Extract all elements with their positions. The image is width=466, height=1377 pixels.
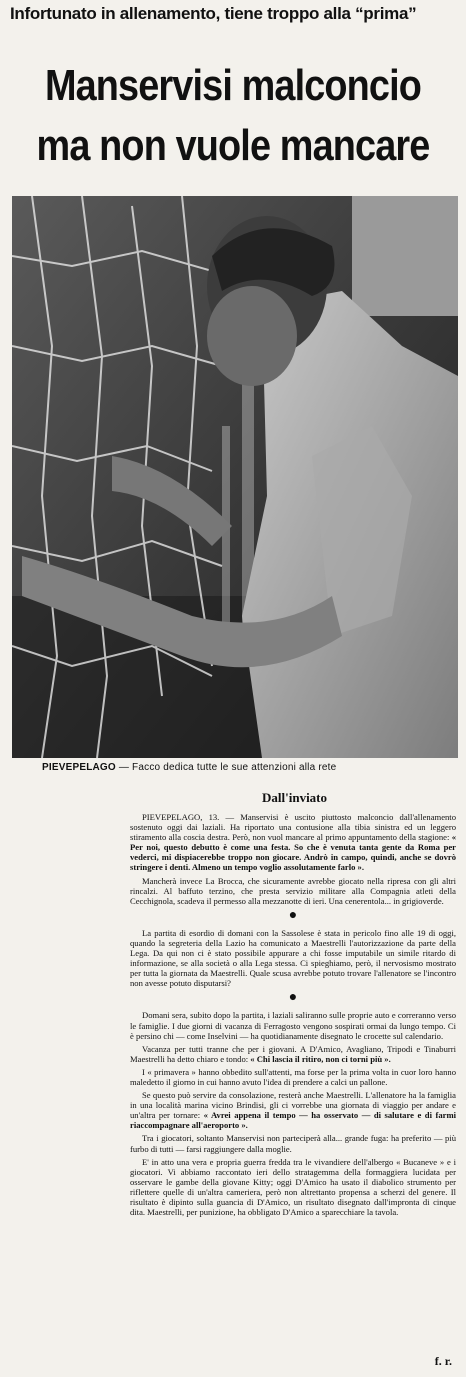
news-photo	[12, 196, 458, 758]
caption-text: — Facco dedica tutte le sue attenzioni alla rete	[115, 762, 337, 773]
photo-illustration	[12, 196, 458, 758]
section-separator: ●	[288, 990, 298, 1006]
article-paragraph: Tra i giocatori, soltanto Manservisi non parteciperà alla... grande fuga: ha preferito — più furbo di tutti — farsi raggiungere dalla moglie.	[130, 1133, 456, 1154]
article-text: Se questo può servire da consolazione, resterà anche Maestrelli. L'allenatore ha la famiglia in una località marina vicino Brindisi, gli ci vorrebbe una giornata di viaggio per andare e un'altra per tornare:	[130, 1090, 456, 1121]
article-body	[130, 812, 456, 1220]
article-paragraph: Domani sera, subito dopo la partita, i laziali saliranno sulle proprie auto e correranno verso le famiglie. I due giorni di vacanza di Ferragosto vengono sospirati ormai da lungo tempo. Ci è persino chi — come Inselvini — ha quotidianamente disegnato le crocette sul calendario.	[130, 1010, 456, 1041]
headline-line-1: Manservisi malconcio	[44, 61, 422, 110]
caption-place: PIEVEPELAGO	[42, 762, 116, 773]
headline-line-2: ma non vuole mancare	[36, 121, 430, 170]
article-quote: « Chi lascia il ritiro, non ci torni più ».	[250, 1053, 391, 1064]
article-paragraph	[130, 1090, 456, 1130]
byline: Dall'inviato	[262, 790, 328, 805]
article-paragraph	[130, 1044, 456, 1064]
article-text: Vacanza per tutti tranne che per i giovani. A D'Amico, Avagliano, Tripodi e Tinaburri Maestrelli ha detto chiaro e tondo:	[130, 1043, 456, 1064]
article-quote: « Per noi, questo debutto è come una festa. So che è venuta tanta gente da Roma per vederci, mi dispiacerebbe troppo non giocare. Andrò in campo, quindi, anche se dovrò stringere i denti. Almeno un tempo voglio assolutamente farlo ».	[130, 832, 456, 873]
author-initials: f. r.	[434, 1354, 452, 1368]
kicker-headline: Infortunato in allenamento, tiene troppo alla “prima”	[10, 4, 417, 23]
article-paragraph: Mancherà invece La Brocca, che sicuramente avrebbe giocato nella ripresa con gli altri rincalzi. Al baffuto terzino, che presta servizio militare alla Compagnia atleti della Cecchignola, scadeva il permesso alla mezzanotte di ieri. Una cenerentola... in grigioverde.	[130, 875, 456, 906]
main-headline	[33, 56, 434, 176]
article-paragraph: E' in atto una vera e propria guerra fredda tra le vivandiere dell'albergo « Bucaneve » e i giocatori. Vi abbiamo raccontato ieri dello stratagemma della formaggiera lucidata per osservare le gambe della giovane Kitty; oggi D'Amico ha usato il diabolico strumento per riflettere quelle di un'altra cameriera, però non altrettanto propensa a scherzi del genere. Il risultato è dipinto sulla guancia di D'Amico, un risultato disegnato dall'impronta di cinque dita. Maestrelli, per punizione, ha obbligato D'Amico a sparecchiare la tavola.	[130, 1156, 456, 1218]
article-paragraph: I « primavera » hanno obbedito sull'attenti, ma forse per la prima volta in cuor loro hanno maledetto il giorno in cui hanno avuto l'idea di prendere a calci un pallone.	[130, 1066, 456, 1087]
article-text: PIEVEPELAGO, 13. — Manservisi è uscito piuttosto malconcio dall'allenamento sostenuto oggi dai laziali. Ha riportato una contusione alla tibia sinistra ed un leggero stiramento alla coscia destra. Però, non vuol mancare al primo appuntamento della stagione:	[130, 812, 456, 843]
article-paragraph	[130, 812, 456, 873]
photo-caption	[42, 762, 336, 773]
article-paragraph: La partita di esordio di domani con la Sassolese è stata in pericolo fino alle 19 di oggi, quando la segreteria della Lazio ha comunicato a Maestrelli l'autorizzazione da parte della Lega. Da qui non ci è stato possibile appurare a chi fosse imputabile un simile ritardo di informazione, se alla società o alla Lega stessa. Ci spieghiamo, però, il nervosismo mostrato per tutta la giornata da Maestrelli. Quale scusa avrebbe potuto trovare l'allenatore se l'incontro non avesse potuto disputarsi?	[130, 927, 456, 989]
article-quote: « Avrei appena il tempo — ha osservato — di salutare e di farmi riaccompagnare all'aeroporto ».	[130, 1110, 456, 1131]
section-separator: ●	[288, 907, 298, 923]
